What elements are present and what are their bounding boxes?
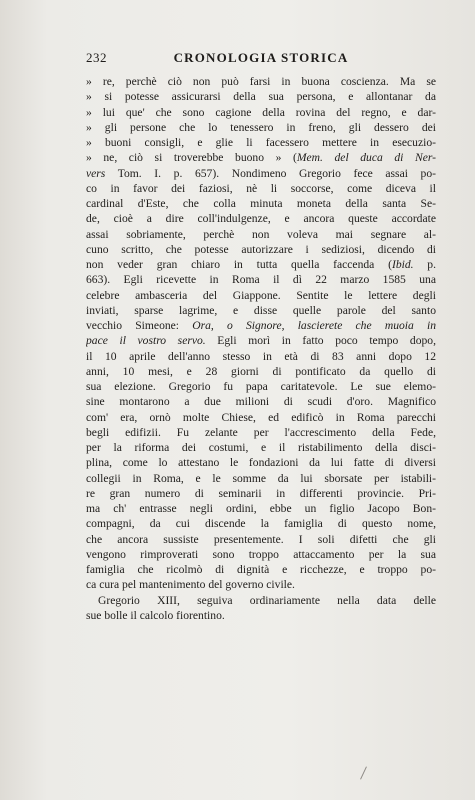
text-line: plina, come lo attestano le fondazioni da lui fatte di diversi (86, 456, 436, 470)
text-line: re gran numero di seminarii in differenti provincie. Pri- (86, 486, 436, 500)
text-line: vengono rimproverati sono troppo attaccamento per la sua (86, 547, 436, 561)
text-line: 663). Egli ricevette in Roma il dì 22 marzo 1585 una (86, 273, 436, 287)
text-line: anni, 10 mesi, e 28 giorni di pontificato da quello di (86, 364, 436, 378)
pencil-mark (360, 766, 367, 779)
text-line: co in favor dei faziosi, nè li soccorse, come diceva il (86, 181, 436, 195)
text-line: de, cioè a dire coll'indulgenze, e ancora queste accordate (86, 212, 436, 226)
text-line: inviati, sparse lagrime, e disse quelle parole del santo (86, 303, 436, 317)
text-line: ca cura pel mantenimento del governo civile. (86, 578, 295, 592)
text-line: cuno scritto, che potesse autorizzare i sediziosi, dicendo di (86, 242, 436, 256)
text-line: » gli persone che lo tenessero in freno, gli dessero dei (86, 120, 436, 134)
text-line: begli edifizii. Fu zelante per l'accrescimento della Fede, (86, 425, 436, 439)
text-line: pace il vostro servo. Egli morì in fatto poco tempo dopo, (86, 334, 436, 348)
text-line: cardinal d'Este, che colla minuta moneta della santa Se- (86, 197, 436, 210)
text-line: Gregorio XIII, seguiva ordinariamente nella data delle (98, 593, 436, 607)
text-line: vecchio Simeone: Ora, o Signore, lascierete che muoia in (86, 319, 436, 332)
text-line: famiglia che ricolmò di dignità e ricchezze, e troppo po- (86, 563, 436, 576)
text-line: sue bolle il calcolo fiorentino. (86, 608, 225, 622)
text-line: ma ch' entrasse negli ordini, ebbe un figlio Jacopo Bon- (86, 502, 436, 515)
text-line: il 10 aprile dell'anno stesso in età di 83 anni dopo 12 (86, 349, 436, 363)
text-line: sine montarono a due milioni di scudi d'oro. Magnifico (86, 395, 436, 409)
text-line: » si potesse assicurarsi della sua persona, e allontanar da (86, 90, 436, 104)
text-line: per la riforma dei costumi, e il ristabilimento della disci- (86, 441, 436, 454)
text-line: » lui que' che sono cagione della rovina del regno, e dar- (86, 105, 436, 119)
running-title: CRONOLOGIA STORICA (173, 50, 349, 65)
text-line: sua elezione. Gregorio fu papa caritatevole. Le sue elemo- (86, 380, 436, 393)
text-line: che ancora sussiste presentemente. I soli difetti che gli (86, 532, 436, 546)
text-line: vers Tom. I. p. 657). Nondimeno Gregorio fece assai po- (86, 166, 436, 180)
text-line: assai sobriamente, perchè non voleva mai segnare al- (86, 227, 436, 241)
body-text (86, 74, 436, 623)
text-line: » buoni consigli, e glie li facessero mettere in esecuzio- (86, 136, 436, 149)
text-line: » re, perchè ciò non può farsi in buona coscienza. Ma se (86, 75, 436, 88)
text-line: » ne, ciò si troverebbe buono » (Mem. del duca di Ner- (86, 151, 436, 165)
page-number: 232 (86, 50, 107, 65)
text-line: compagni, da cui discende la famiglia di questo nome, (86, 517, 436, 531)
text-line: non veder gran chiaro in tutta quella faccenda (Ibid. p. (86, 258, 436, 271)
text-line: com' era, ornò molte Chiese, ed edificò in Roma parecchi (86, 410, 436, 424)
text-line: collegii in Roma, e le somme da lui sborsate per istabili- (86, 471, 436, 485)
page-header (86, 50, 436, 68)
text-line: celebre ambasceria del Giappone. Sentite le lettere degli (86, 288, 436, 302)
